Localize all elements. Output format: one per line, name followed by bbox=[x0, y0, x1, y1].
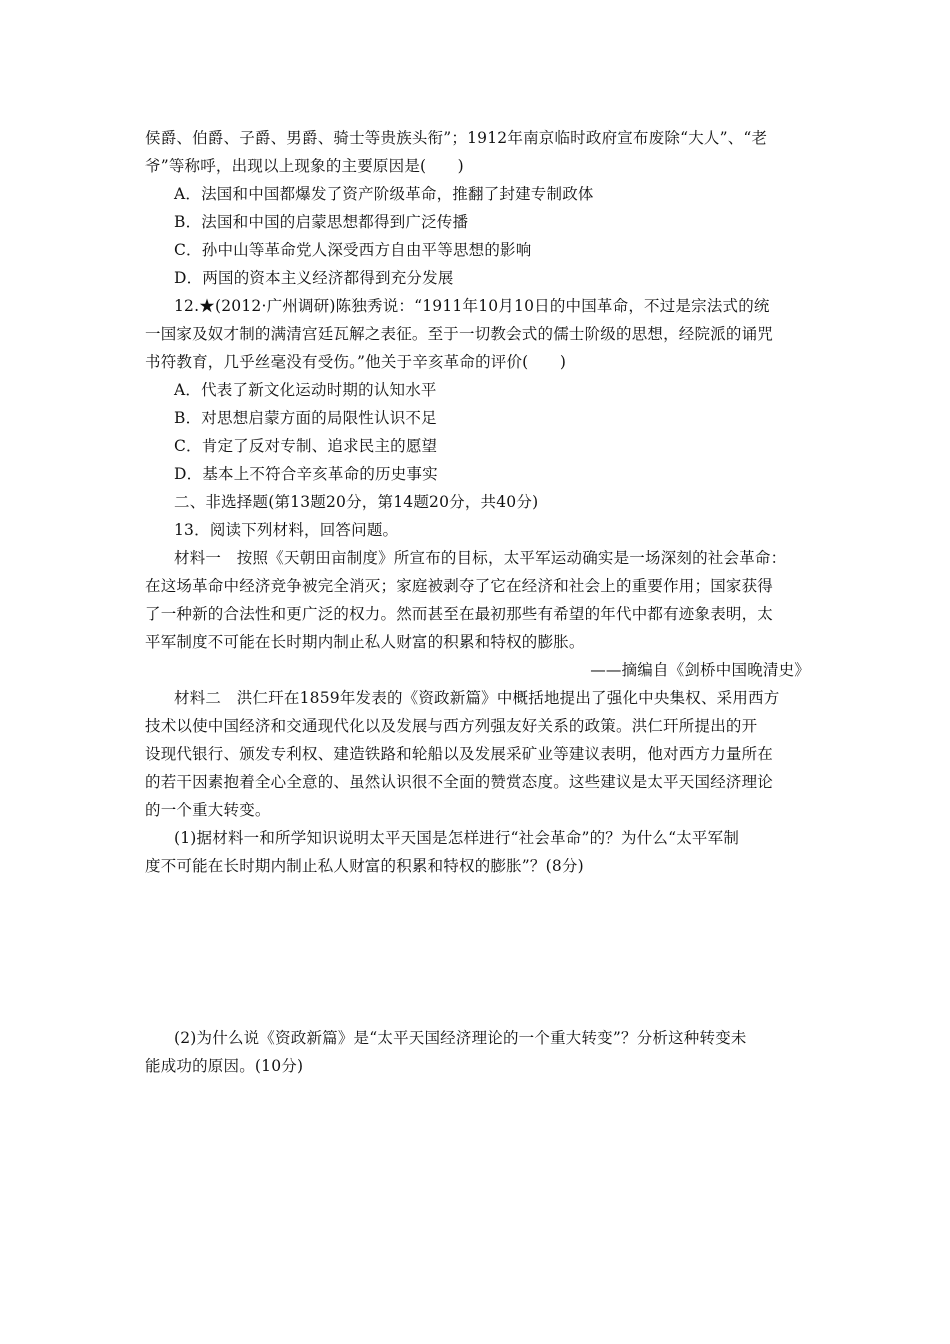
section-2-heading: 二、非选择题(第13题20分，第14题20分，共40分) bbox=[174, 493, 539, 511]
q12-stem-line-1: 12.★(2012·广州调研)陈独秀说：“1911年10月10日的中国革命，不过是宗法式的统 bbox=[174, 297, 770, 315]
q13-sub-question-1-line-1: (1)据材料一和所学知识说明太平天国是怎样进行“社会革命”的？为什么“太平军制 bbox=[174, 829, 740, 847]
q11-option-b: B．法国和中国的启蒙思想都得到广泛传播 bbox=[174, 213, 469, 231]
q13-material-2-line-1: 材料二 洪仁玕在1859年发表的《资政新篇》中概括地提出了强化中央集权、采用西方 bbox=[174, 689, 780, 707]
q12-stem-line-2: 一国家及奴才制的满清宫廷瓦解之表征。至于一切教会式的儒士阶级的思想，经院派的诵咒 bbox=[145, 325, 774, 343]
q12-stem-line-3: 书符教育，几乎丝毫没有受伤。”他关于辛亥革命的评价( ) bbox=[145, 353, 567, 371]
q13-material-1-line-2: 在这场革命中经济竞争被完全消灭；家庭被剥夺了它在经济和社会上的重要作用；国家获得 bbox=[145, 577, 774, 595]
q13-material-2-line-4: 的若干因素抱着全心全意的、虽然认识很不全面的赞赏态度。这些建议是太平天国经济理论 bbox=[145, 773, 774, 791]
q13-material-1-line-1: 材料一 按照《天朝田亩制度》所宣布的目标，太平军运动确实是一场深刻的社会革命： bbox=[174, 549, 787, 567]
q11-option-a: A．法国和中国都爆发了资产阶级革命，推翻了封建专制政体 bbox=[174, 185, 594, 203]
q13-material-1-line-3: 了一种新的合法性和更广泛的权力。然而甚至在最初那些有希望的年代中都有迹象表明，太 bbox=[145, 605, 774, 623]
q12-option-c: C．肯定了反对专制、追求民主的愿望 bbox=[174, 437, 438, 455]
q13-material-2-line-3: 设现代银行、颁发专利权、建造铁路和轮船以及发展采矿业等建议表明，他对西方力量所在 bbox=[145, 745, 774, 763]
q13-material-2-line-5: 的一个重大转变。 bbox=[145, 801, 271, 819]
q11-option-d: D．两国的资本主义经济都得到充分发展 bbox=[174, 269, 454, 287]
q13-prompt: 13．阅读下列材料，回答问题。 bbox=[174, 521, 399, 539]
q11-option-c: C．孙中山等革命党人深受西方自由平等思想的影响 bbox=[174, 241, 532, 259]
q11-stem-line-1: 侯爵、伯爵、子爵、男爵、骑士等贵族头衔”；1912年南京临时政府宣布废除“大人”、“老 bbox=[145, 129, 768, 147]
q13-sub-question-2-line-2: 能成功的原因。(10分) bbox=[145, 1057, 304, 1075]
q12-option-b: B．对思想启蒙方面的局限性认识不足 bbox=[174, 409, 437, 427]
q12-option-d: D．基本上不符合辛亥革命的历史事实 bbox=[174, 465, 438, 483]
q13-sub-question-1-line-2: 度不可能在长时期内制止私人财富的积累和特权的膨胀”？(8分) bbox=[145, 857, 584, 875]
q12-option-a: A．代表了新文化运动时期的认知水平 bbox=[174, 381, 437, 399]
q13-material-1-source: ——摘编自《剑桥中国晚清史》 bbox=[590, 661, 810, 679]
q13-material-2-line-2: 技术以使中国经济和交通现代化以及发展与西方列强友好关系的政策。洪仁玕所提出的开 bbox=[145, 717, 758, 735]
q13-sub-question-2-line-1: (2)为什么说《资政新篇》是“太平天国经济理论的一个重大转变”？分析这种转变未 bbox=[174, 1029, 747, 1047]
q13-material-1-line-4: 平军制度不可能在长时期内制止私人财富的积累和特权的膨胀。 bbox=[145, 633, 585, 651]
q11-stem-line-2: 爷”等称呼，出现以上现象的主要原因是( ) bbox=[145, 157, 464, 175]
